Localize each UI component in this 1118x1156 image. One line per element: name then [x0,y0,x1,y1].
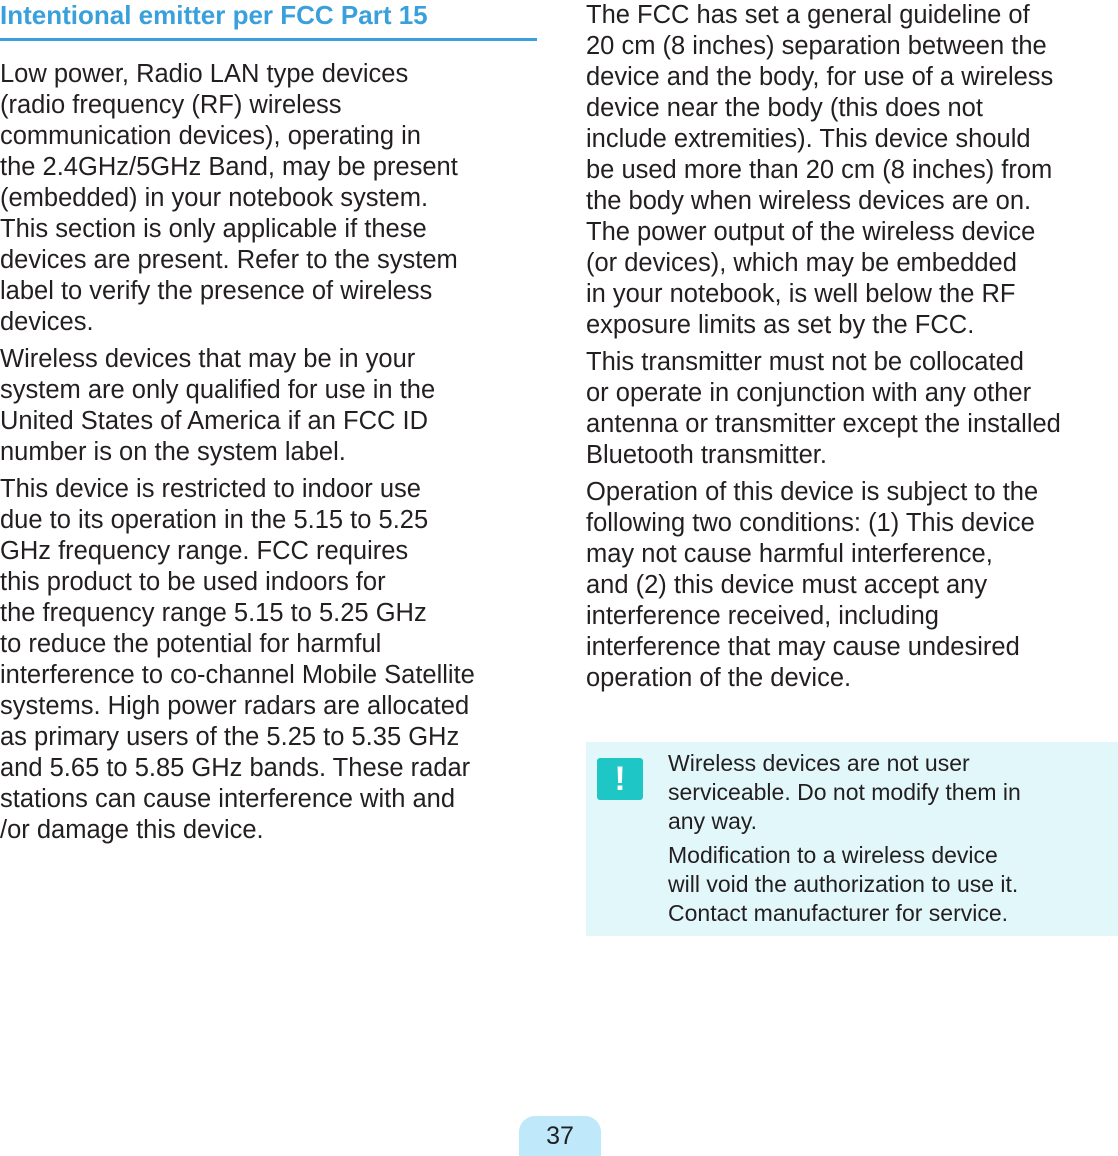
paragraph: This transmitter must not be collocated or operate in conjunction with any other antenna or transmitter except the installed Bluetooth transmitter. [586,348,1061,469]
caution-paragraph: Wireless devices are not user serviceable. Do not modify them in any way. [668,750,1021,834]
caution-text [668,749,1108,928]
paragraph: This device is restricted to indoor use due to its operation in the 5.15 to 5.25 GHz frequency range. FCC requires this product to be used indoors for the frequency range 5.15 to 5.25 GHz to reduce the potential for harmful interference to co-channel Mobile Satellite systems. High power radars are allocated as primary users of the 5.25 to 5.35 GHz and 5.65 to 5.85 GHz bands. These radar stations can cause interference with and /or damage this device. [0,475,475,844]
paragraph: Operation of this device is subject to the following two conditions: (1) This device may not cause harmful interference, and (2) this device must accept any interference received, including interference that may cause undesired operation of the device. [586,478,1039,692]
paragraph: Low power, Radio LAN type devices (radio frequency (RF) wireless communication devices), operating in the 2.4GHz/5GHz Band, may be present (embedded) in your notebook system. This section is only applicable if these devices are present. Refer to the system label to verify the presence of wireless devices. [0,60,458,336]
exclamation-icon: ! [597,758,643,800]
left-column [0,0,540,846]
left-paragraphs [0,41,540,846]
caution-paragraph: Modification to a wireless device will void the authorization to use it. Contact manufacturer for service. [668,842,1019,926]
right-paragraphs [586,0,1118,694]
right-column [586,0,1118,694]
paragraph: Wireless devices that may be in your system are only qualified for use in the United States of America if an FCC ID number is on the system label. [0,345,436,466]
page-number: 37 [519,1116,601,1156]
section-title: Intentional emitter per FCC Part 15 [0,0,428,30]
caution-note [586,742,1118,936]
paragraph: The FCC has set a general guideline of 20 cm (8 inches) separation between the device and the body, for use of a wireless device near the body (this does not include extremities). This device should be used more than 20 cm (8 inches) from the body when wireless devices are on. The power output of the wireless device (or devices), which may be embedded in your notebook, is well below the RF exposure limits as set by the FCC. [586,1,1054,339]
